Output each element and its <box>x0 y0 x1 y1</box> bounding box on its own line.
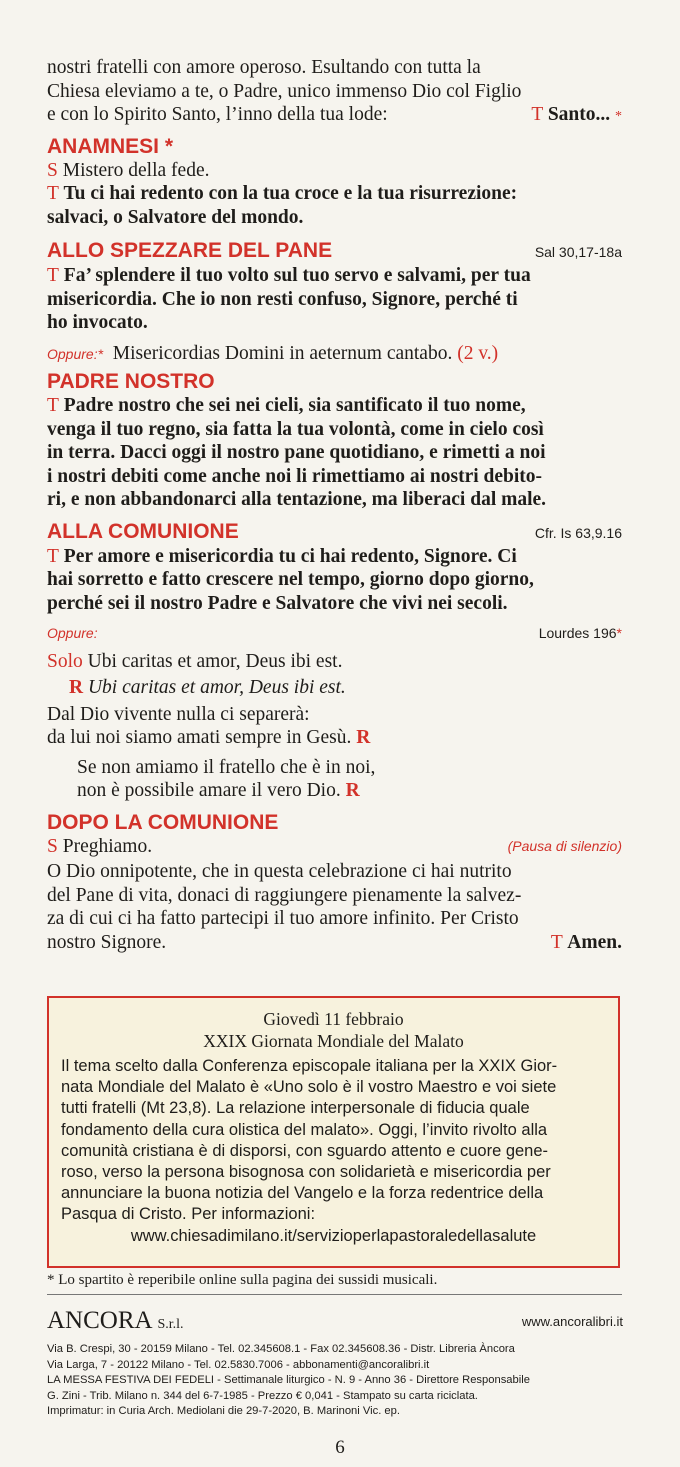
publisher-logo: ANCORA S.r.l. <box>47 1307 184 1334</box>
divider <box>47 1294 622 1295</box>
r-mark: R <box>356 727 371 748</box>
intro-line: nostri fratelli con amore operoso. Esultando con tutta la <box>47 57 481 78</box>
section-heading-comunione: ALLA COMUNIONE Cfr. Is 63,9.16 <box>47 519 622 543</box>
t-mark: T <box>47 545 59 567</box>
scripture-ref: Sal 30,17-18a <box>534 244 622 260</box>
intro-last-row <box>47 103 622 129</box>
asterisk-mark: * <box>616 625 622 641</box>
imprint-line: Imprimatur: in Curia Arch. Mediolani die 29-7-2020, B. Marinoni Vic. ep. <box>47 1405 400 1418</box>
notice-line: fondamento della cura olistica del malato». Oggi, l’invito rivolto alla <box>61 1120 548 1139</box>
t-mark: T <box>47 183 59 204</box>
imprint-line: Via B. Crespi, 30 - 20159 Milano - Tel. 02.345608.1 - Fax 02.345608.36 - Distr. Libreria Àncora <box>47 1343 515 1355</box>
publisher-website[interactable]: www.ancoralibri.it <box>521 1314 623 1329</box>
notice-line: Pasqua di Cristo. Per informazioni: <box>61 1205 316 1224</box>
santo-response <box>531 103 622 129</box>
scripture-ref: Cfr. Is 63,9.16 <box>534 524 622 541</box>
section-heading-spezzare: ALLO SPEZZARE DEL PANE Sal 30,17-18a <box>47 239 622 262</box>
r-mark: R <box>345 780 360 801</box>
notice-date: Giovedì 11 febbraio <box>263 1009 404 1029</box>
footnote: * Lo spartito è reperibile online sulla pagina dei sussidi musicali. <box>47 1272 438 1288</box>
notice-line: Il tema scelto dalla Conferenza episcopale italiana per la XXIX Gior- <box>61 1057 558 1075</box>
imprint <box>47 1342 627 1420</box>
t-line: salvaci, o Salvatore del mondo. <box>47 206 304 228</box>
comunione-section: T Per amore e misericordia tu ci hai redento, Signore. Ci hai sorretto e fatto crescere nel tempo, giorno dopo giorno, perché sei il nostro Padre e Salvatore che vivi nei secoli. Oppure: Lourdes 196* Solo Ubi caritas et amor, Deus ibi est. R Ubi caritas et amor, Deus ibi est. Dal Dio vivente nulla ci separerà: da lui noi siamo amati sempre in Gesù. R Se non amiamo il fratello che è in noi, non è possibile amare il vero Dio. R <box>47 545 622 801</box>
page-number: 6 <box>335 1437 345 1458</box>
imprint-line: G. Zini - Trib. Milano n. 344 del 6-7-1985 - Prezzo € 0,041 - Stampato su carta riciclata. <box>47 1389 478 1402</box>
s-mark: S <box>47 835 58 857</box>
santo-text: Santo... <box>547 104 611 125</box>
t-mark: T <box>550 931 563 953</box>
pause-note: (Pausa di silenzio) <box>507 837 622 854</box>
section-heading-padre-nostro: PADRE NOSTRO <box>47 370 215 393</box>
section-heading-anamnesi: ANAMNESI * <box>47 134 174 158</box>
notice-line: tutti fratelli (Mt 23,8). La relazione interpersonale di fiducia quale <box>61 1099 530 1118</box>
oppure-line: Oppure:* Misericordias Domini in aeternum cantabo. (2 v.) <box>47 342 499 364</box>
imprint-line: Via Larga, 7 - 20122 Milano - Tel. 02.5830.7006 - abbonamenti@ancoralibri.it <box>47 1358 430 1371</box>
t-mark: T <box>47 265 59 286</box>
notice-box <box>47 996 620 1268</box>
solo-line: Solo Ubi caritas et amor, Deus ibi est. <box>47 650 343 672</box>
imprint-line: LA MESSA FESTIVA DEI FEDELI - Settimanale liturgico - N. 9 - Anno 36 - Direttore Responsabile <box>47 1374 530 1387</box>
asterisk-mark: * <box>615 109 622 124</box>
notice-line: nata Mondiale del Malato è «Uno solo è il vostro Maestro e voi siete <box>61 1078 557 1097</box>
oppure-row <box>47 622 622 646</box>
amen-text: Amen. <box>567 931 622 953</box>
song-ref: Lourdes 196* <box>538 625 622 641</box>
oppure-label: Oppure: <box>47 625 98 641</box>
r-mark: R <box>69 677 84 698</box>
anamnesi-section <box>47 159 622 230</box>
solo-mark: Solo <box>47 650 83 672</box>
intro-section <box>47 56 622 129</box>
t-mark: T <box>531 104 543 125</box>
repeat-note: (2 v.) <box>457 342 499 364</box>
section-heading-dopo: DOPO LA COMUNIONE <box>47 810 279 834</box>
notice-line: annunciare la buona notizia del Vangelo e la forza redentrice della <box>61 1184 544 1203</box>
t-mark: T <box>47 395 59 416</box>
intro-line: Chiesa eleviamo a te, o Padre, unico immenso Dio col Figlio <box>47 80 522 102</box>
spezzare-section: T Fa’ splendere il tuo volto sul tuo servo e salvami, per tua misericordia. Che io non resti confuso, Signore, perché ti ho invocato. Oppure:* Misericordias Domini in aeternum cantabo. (2 v.) <box>47 264 622 366</box>
notice-url[interactable]: www.chiesadimilano.it/servizioperlapastoraledellasalute <box>130 1226 537 1245</box>
notice-title: XXIX Giornata Mondiale del Malato <box>203 1031 464 1051</box>
notice-line: roso, verso la persona bisognosa con solidarietà e misericordia per <box>61 1163 551 1182</box>
padre-nostro-section: T Padre nostro che sei nei cieli, sia santificato il tuo nome, venga il tuo regno, sia fatta la tua volontà, come in cielo così in terra. Dacci oggi il nostro pane quotidiano, e rimetti a noi i nostri debiti come anche noi li rimettiamo ai nostri debito- ri, e non abbandonarci alla tentazione, ma liberaci dal male. <box>47 395 547 510</box>
t-line: T Tu ci hai redento con la tua croce e la tua risurrezione: <box>47 183 518 204</box>
intro-line: e con lo Spirito Santo, l’inno della tua lode: <box>47 104 388 125</box>
s-mark: S <box>47 159 58 181</box>
liturgy-column <box>47 56 622 954</box>
oppure-label: Oppure:* <box>47 345 104 362</box>
dopo-section: S Preghiamo. (Pausa di silenzio) O Dio onnipotente, che in questa celebrazione ci hai nutrito del Pane di vita, donaci di raggiungere pienamente la salvez- za di cui ci ha fatto partecipi il tuo amore infinito. Per Cristo nostro Signore. T Amen. <box>47 835 622 953</box>
response-line: R Ubi caritas et amor, Deus ibi est. <box>69 677 346 698</box>
s-line: S Mistero della fede. <box>47 159 210 181</box>
notice-line: comunità cristiana è di disporsi, con sguardo attento e cuore gene- <box>61 1141 549 1160</box>
